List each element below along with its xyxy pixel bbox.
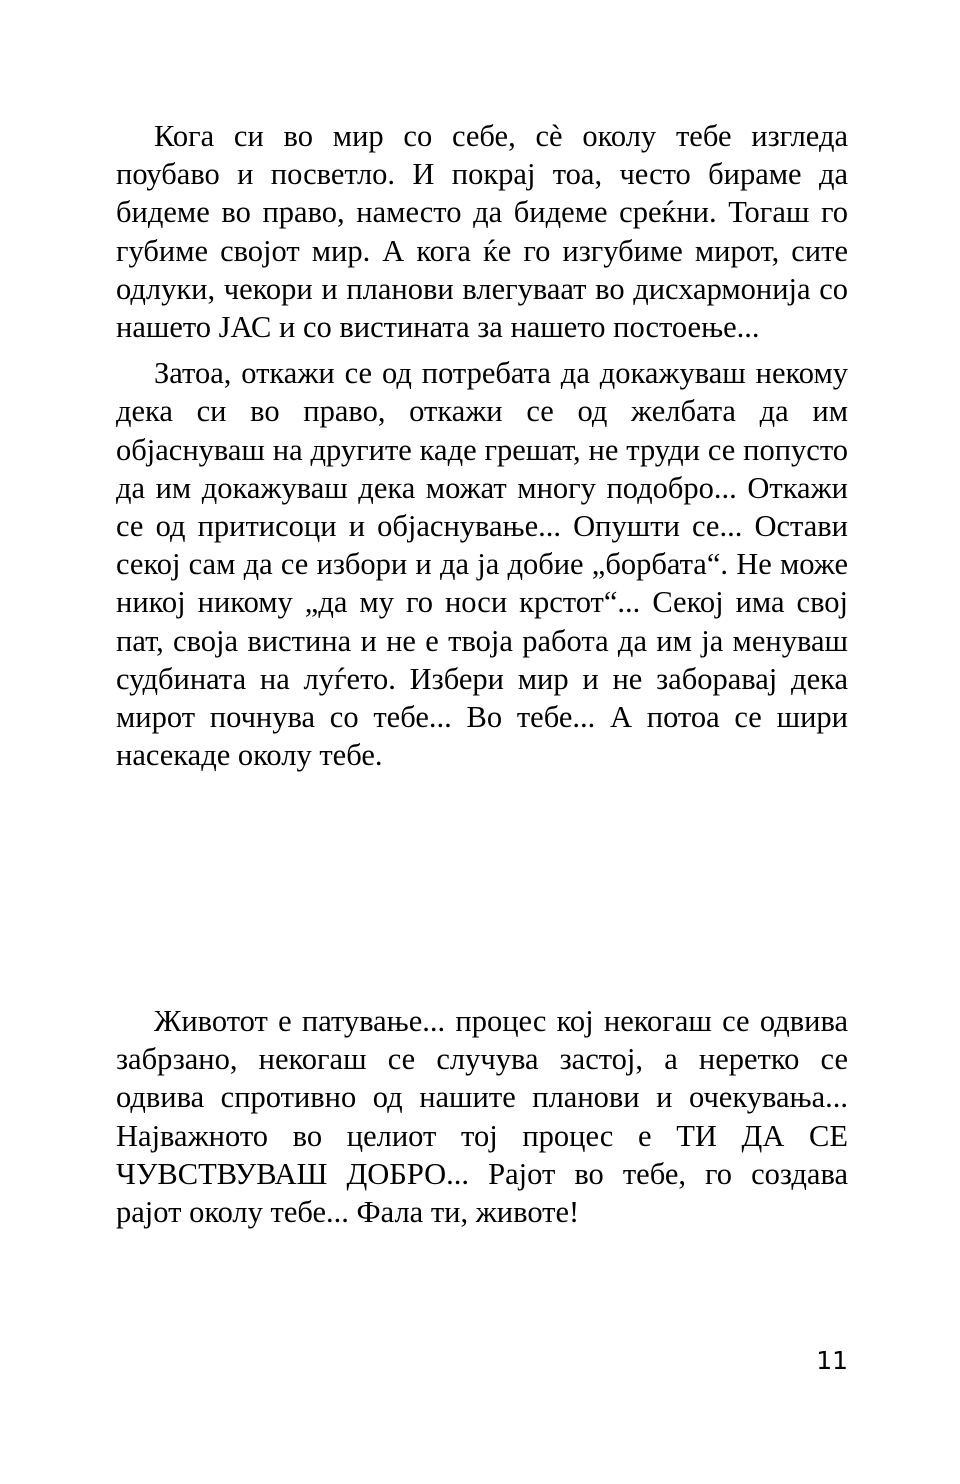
page-number: 11: [816, 1346, 848, 1375]
text-section-top: [116, 117, 848, 774]
text-section-bottom: [116, 1002, 848, 1231]
paragraph-peace: Кога си во мир со себе, сè околу тебе изгледа поубаво и посветло. И покрај тоа, често бираме да бидеме во право, наместо да бидеме среќни. Тогаш го губиме својот мир. А кога ќе го изгубиме мирот, сите одлуки, чекори и планови влегуваат во дисхармонија со нашето ЈАС и со вистината за нашето постоење...: [116, 119, 848, 345]
paragraph-life-journey: Животот е патување... процес кој некогаш се одвива забрзано, некогаш се случува застој, а неретко се одвива спротивно од нашите планови и очекувања... Најважното во целиот тој процес е ТИ ДА СЕ ЧУВСТВУВАШ ДОБРО... Рајот во тебе, го создава рајот околу тебе... Фала ти, животе!: [116, 1004, 848, 1230]
paragraph-let-go: Затоа, откажи се од потребата да докажуваш некому дека си во право, откажи се од желбата да им објаснуваш на другите каде грешат, не труди се попусто да им докажуваш дека можат многу подобро... Откажи се од притисоци и објаснување... Опушти се... Остави секој сам да се избори и да ја добие „борбата“. Не може никој никому „да му го носи крстот“... Секој има свој пат, своја вистина и не е твоја работа да им ја менуваш судбината на луѓето. Избери мир и не заборавај дека мирот почнува со тебе... Во тебе... А потоа се шири насекаде околу тебе.: [116, 356, 848, 773]
